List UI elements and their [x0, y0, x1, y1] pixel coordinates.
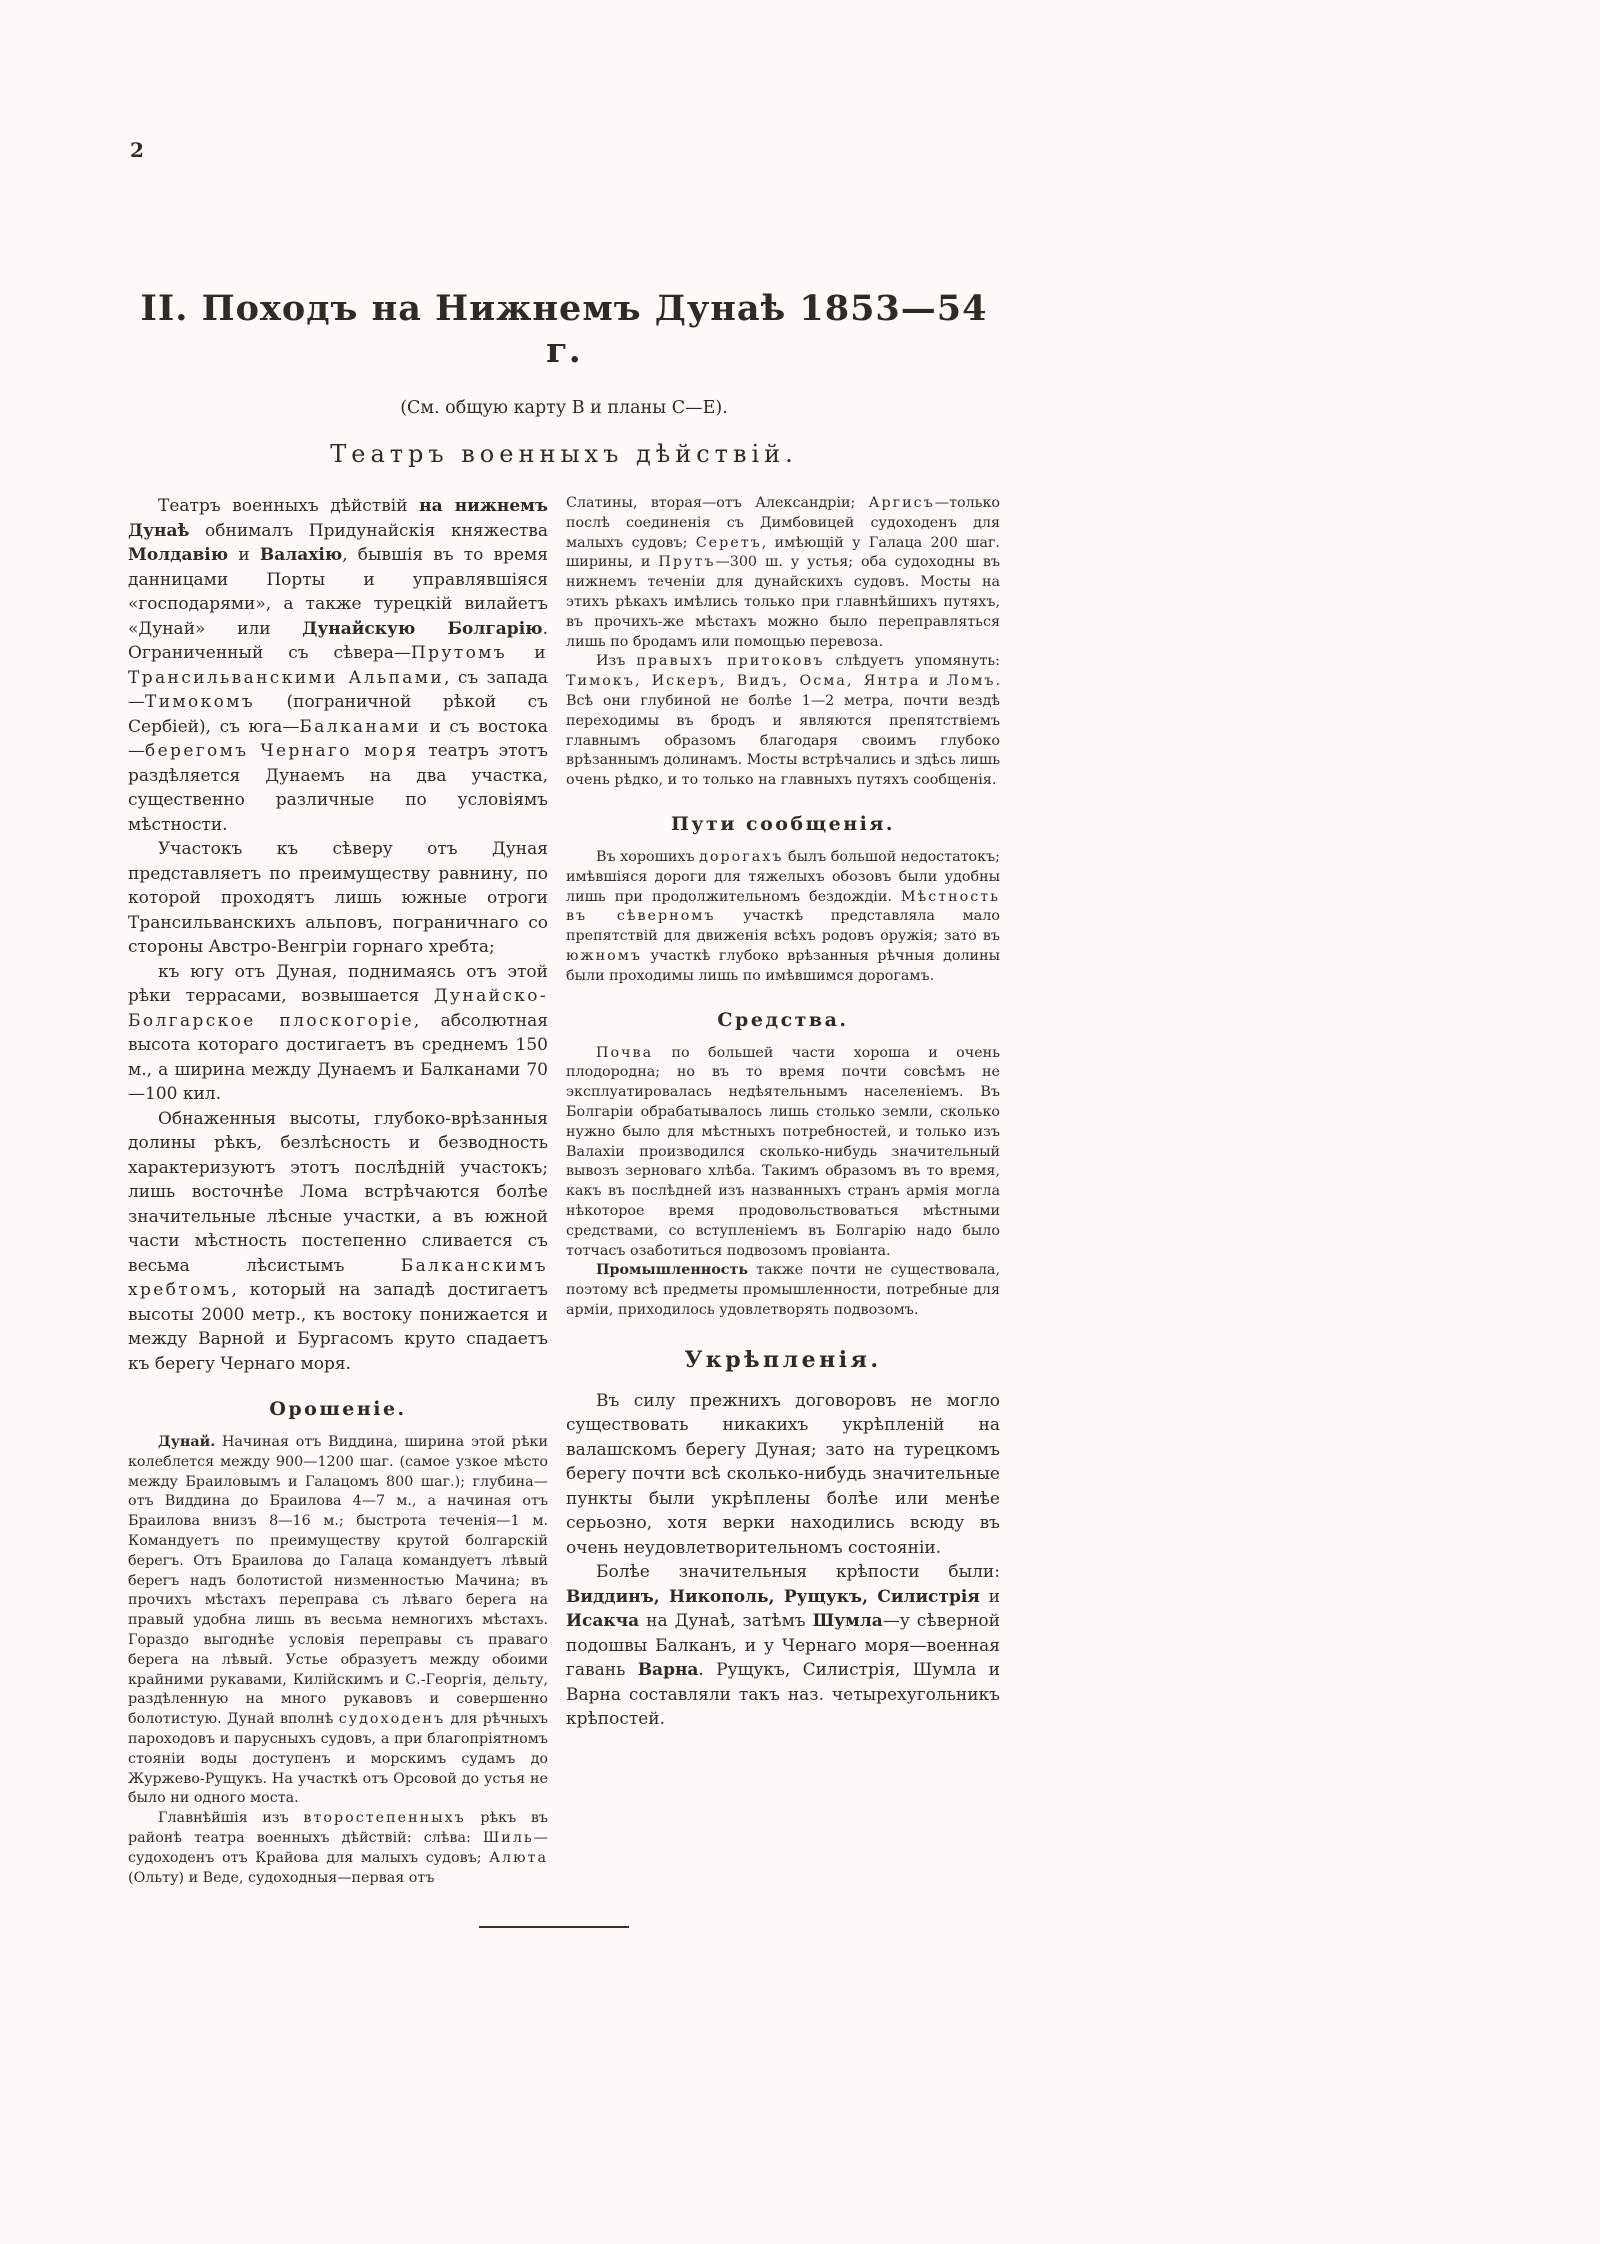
- paragraph-secondary-rivers-continued: Слатины, вторая—отъ Александріи; Аргисъ—только послѣ соединенія съ Димбовицей судоходенъ для малыхъ судовъ; Серетъ, имѣющій у Галаца 200 шаг. ширины, и Прутъ—300 ш. у устья; оба судоходны въ нижнемъ теченіи для дунайскихъ судовъ. Мосты на этихъ рѣкахъ имѣлись только при главнѣйшихъ путяхъ, въ прочихъ-же мѣстахъ можно было переправляться лишь по бродамъ или помощью перевоза.: [566, 495, 1000, 650]
- map-reference-note: (См. общую карту В и планы С—Е).: [400, 398, 728, 418]
- page-number: 2: [130, 138, 144, 162]
- paragraph-major-fortresses: Болѣе значительныя крѣпости были: Виддинъ, Никополь, Рущукъ, Силистрія и Исакча на Дунаѣ, затѣмъ Шумла—у сѣверной подошвы Балканъ, и у Чернаго моря—военная гавань Варна. Рущукъ, Силистрія, Шумла и Варна составляли такъ наз. четырехугольникъ крѣпостей.: [566, 1562, 1001, 1730]
- paragraph-theatre-overview: Театръ военныхъ дѣйствій на нижнемъ Дунаѣ обнималъ Придунайскія княжества Молдавію и Валахію, бывшія въ то время данницами Порты и управлявшіяся «господарями», а также турецкій вилайетъ «Дунай» или Дунайскую Болгарію. Ограниченный съ сѣвера—Прутомъ и Трансильванскими Альпами, съ запада—Тимокомъ (пограничной рѣкой съ Сербіей), съ юга—Балканами и съ востока—берегомъ Чернаго моря театръ этотъ раздѣляется Дунаемъ на два участка, существенно различные по условіямъ мѣстности.: [128, 496, 549, 835]
- paragraph-soil-and-supplies: Почва по большей части хороша и очень плодородна; но въ то время почти совсѣмъ не эксплуатировалась недѣятельнымъ населеніемъ. Въ Болгаріи обрабатывалось лишь столько земли, сколько нужно было для мѣстныхъ потребностей, и только изъ Валахіи производился сколько-нибудь значительный вывозъ зерноваго хлѣба. Такимъ образомъ въ то время, какъ въ послѣдней изъ названныхъ странъ армія могла нѣкоторое время продовольствоваться мѣстными средствами, со вступленіемъ въ Болгарію надо было тотчасъ озаботиться подвозомъ провіанта.: [566, 1044, 1000, 1259]
- left-column: [128, 494, 548, 1888]
- paragraph-secondary-rivers: Главнѣйшія изъ второстепенныхъ рѣкъ въ районѣ театра военныхъ дѣйствій: слѣва: Шиль—судоходенъ отъ Крайова для малыхъ судовъ; Алюта (Ольту) и Веде, судоходныя—первая отъ: [128, 1810, 549, 1886]
- subsection-heading-irrigation: Орошеніе.: [269, 1398, 407, 1420]
- paragraph-north-of-danube: Участокъ къ сѣверу отъ Дуная представляетъ по преимуществу равнину, по которой проходятъ лишь южные отроги Трансильванскихъ альповъ, пограничнаго со стороны Австро-Венгріи горнаго хребта;: [128, 839, 548, 957]
- paragraph-south-of-danube: къ югу отъ Дуная, поднимаясь отъ этой рѣки террасами, возвышается Дунайско-Болгарское плоскогоріе, абсолютная высота котораго достигаетъ въ среднемъ 150 м., а ширина между Дунаемъ и Балканами 70—100 кил.: [128, 961, 548, 1104]
- section-title: Театръ военныхъ дѣйствій.: [330, 440, 798, 468]
- two-column-text-block: [128, 494, 1000, 1888]
- paragraph-danube-description: Дунай. Начиная отъ Виддина, ширина этой рѣки колеблется между 900—1200 шаг. (самое узкое мѣсто между Браиловымъ и Галацомъ 800 шаг.); глубина—отъ Виддина до Браилова 4—7 м., а начиная отъ Браилова внизъ 8—16 м.; быстрота теченія—1 м. Командуетъ по преимуществу крутой болгарскій берегъ. Отъ Браилова до Галаца командуетъ лѣвый берегъ надъ болотистой низменностью Мачина; въ прочихъ мѣстахъ переправа съ лѣваго берега на правый удобна лишь въ весьма немногихъ мѣстахъ. Гораздо выгоднѣе условія переправы съ праваго берега на лѣвый. Устье образуетъ между обоими крайними рукавами, Килійскимъ и С.-Георгія, дельту, раздѣленную на много рукавовъ и совершенно болотистую. Дунай вполнѣ судоходенъ для рѣчныхъ пароходовъ и парусныхъ судовъ, а при благопріятномъ стояніи воды доступенъ и морскимъ судамъ до Журжево-Рущукъ. На участкѣ отъ Орсовой до устья не было ни одного моста.: [128, 1434, 548, 1807]
- subsection-heading-fortifications: Укрѣпленія.: [684, 1346, 882, 1373]
- paragraph-roads-condition: Въ хорошихъ дорогахъ былъ большой недостатокъ; имѣвшіяся дороги для тяжелыхъ обозовъ были удобны лишь при продолжительномъ бездождіи. Мѣстность въ сѣверномъ участкѣ представляла мало препятствій для движенія всѣхъ родовъ оружія; зато въ южномъ участкѣ глубоко врѣзанныя рѣчныя долины были проходимы лишь по имѣвшимся дорогамъ.: [566, 848, 1000, 984]
- chapter-title: II. Походъ на Нижнемъ Дунаѣ 1853—54 г.: [140, 288, 988, 371]
- end-of-section-rule: [479, 1926, 629, 1928]
- paragraph-industry: Промышленность также почти не существовала, поэтому всѣ предметы промышленности, потребные для арміи, приходилось удовлетворять подвозомъ.: [566, 1262, 1000, 1318]
- paragraph-terrain-character: Обнаженныя высоты, глубоко-врѣзанныя долины рѣкъ, безлѣсность и безводность характеризуютъ этотъ послѣдній участокъ; лишь восточнѣе Лома встрѣчаются болѣе значительные лѣсные участки, а въ южной части мѣстность постепенно сливается съ весьма лѣсистымъ Балканскимъ хребтомъ, который на западѣ достигаетъ высоты 2000 метр., къ востоку понижается и между Варной и Бургасомъ круто спадаетъ къ берегу Чернаго моря.: [128, 1108, 548, 1374]
- subsection-heading-resources: Средства.: [717, 1008, 849, 1031]
- paragraph-fortification-treaties: Въ силу прежнихъ договоровъ не могло существовать никакихъ укрѣпленій на валашскомъ берегу Дуная; зато на турецкомъ берегу почти всѣ сколько-нибудь значительные пункты были укрѣплены болѣе или менѣе серьозно, хотя верки находились всюду въ очень неудовлетворительномъ состояніи.: [566, 1390, 1000, 1558]
- page-content: [128, 0, 1000, 1928]
- right-column: [566, 494, 1000, 1888]
- paragraph-right-tributaries: Изъ правыхъ притоковъ слѣдуетъ упомянуть: Тимокъ, Искеръ, Видъ, Осма, Янтра и Ломъ. Всѣ они глубиной не болѣе 1—2 метра, почти вездѣ переходимы въ бродъ и являются препятствіемъ главнымъ образомъ благодаря своимъ глубоко врѣзаннымъ долинамъ. Мосты встрѣчались и здѣсь лишь очень рѣдко, и то только на главныхъ путяхъ сообщенія.: [566, 653, 1000, 789]
- subsection-heading-communications: Пути сообщенія.: [670, 812, 896, 835]
